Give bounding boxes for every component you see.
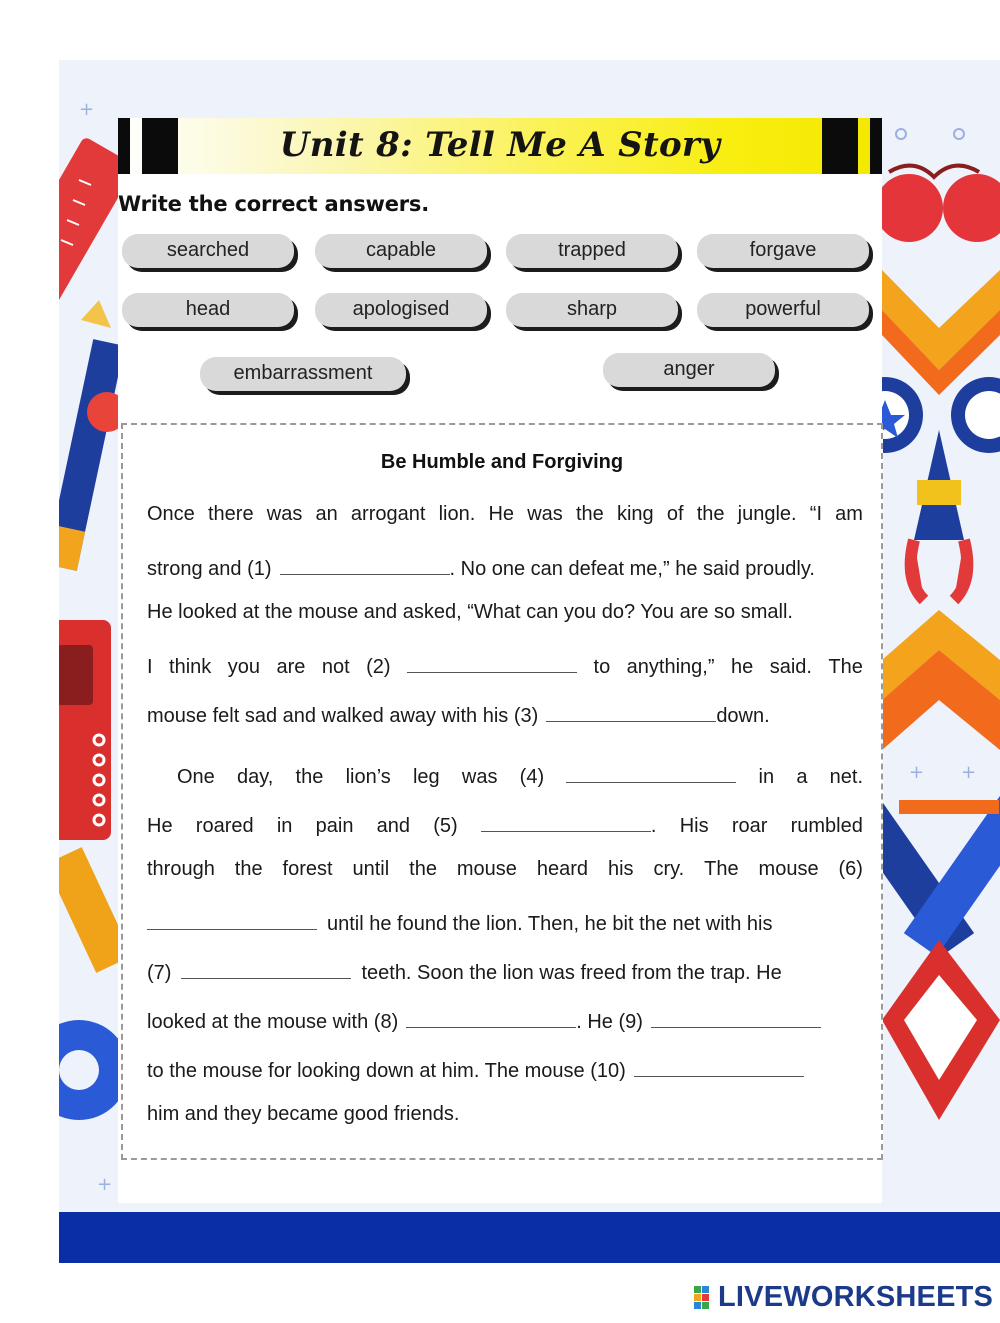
word: the — [696, 503, 725, 525]
brand-name: LIVEWORKSHEETS — [718, 1281, 994, 1313]
instruction-text: Write the correct answers. — [118, 192, 430, 216]
word-chip-head[interactable]: head — [122, 293, 294, 327]
answer-blank-4[interactable] — [566, 760, 736, 783]
word: there — [207, 503, 254, 525]
chevron-pattern-orange — [882, 610, 1000, 750]
word-chip-powerful[interactable]: powerful — [697, 293, 869, 327]
svg-text:+: + — [79, 99, 95, 120]
story-line — [147, 809, 863, 839]
word: the — [575, 503, 604, 525]
page-title: Unit 8: Tell Me A Story — [279, 125, 721, 165]
word: you — [227, 656, 260, 678]
word: roar — [731, 815, 768, 837]
answer-blank-10[interactable] — [634, 1054, 804, 1077]
word: lion’s — [345, 766, 391, 788]
word: the — [295, 766, 324, 788]
word: Once — [147, 503, 195, 525]
text-segment: looked at the mouse with (8) — [147, 1011, 399, 1033]
answer-blank-8[interactable] — [406, 1005, 576, 1028]
word-chip-capable[interactable]: capable — [315, 234, 487, 268]
story-title: Be Humble and Forgiving — [380, 451, 624, 473]
answer-blank-5[interactable] — [481, 809, 651, 832]
svg-text:+: + — [909, 762, 925, 783]
blank-with-period — [481, 809, 657, 838]
word-chip-embarrassment[interactable]: embarrassment — [200, 357, 406, 391]
word: mouse — [456, 858, 517, 880]
text-segment: strong and (1) — [147, 558, 272, 580]
footer-bar — [59, 1212, 1000, 1263]
text-segment: mouse felt sad and walked away with his (3) — [147, 705, 539, 727]
answer-blank-7[interactable] — [181, 956, 351, 979]
word: mouse — [758, 858, 819, 880]
story-line — [147, 503, 863, 533]
word: he — [730, 656, 754, 678]
word: One — [177, 766, 215, 788]
text-segment: to the mouse for looking down at him. The mouse (10) — [147, 1060, 626, 1082]
brand-logo — [694, 1281, 993, 1314]
word-chip-sharp[interactable]: sharp — [506, 293, 678, 327]
story-line — [147, 907, 863, 937]
story-line — [147, 956, 863, 986]
word: king — [616, 503, 654, 525]
answer-blank-1[interactable] — [280, 552, 450, 575]
word: (6) — [838, 858, 863, 880]
word-chip-trapped[interactable]: trapped — [506, 234, 678, 268]
word: (4) — [519, 766, 545, 788]
word-chip-anger[interactable]: anger — [603, 353, 775, 387]
word: think — [169, 656, 212, 678]
svg-text:+: + — [961, 762, 977, 783]
word: The — [828, 656, 863, 678]
word-chip-forgave[interactable]: forgave — [697, 234, 869, 268]
text-segment: teeth. Soon the lion was freed from the trap. He — [361, 962, 782, 984]
word: said. — [769, 656, 812, 678]
story-line — [147, 858, 863, 888]
word: forest — [282, 858, 333, 880]
word: rumbled — [790, 815, 863, 837]
svg-text:+: + — [97, 1174, 113, 1195]
word: to — [593, 656, 611, 678]
word: the — [409, 858, 437, 880]
word: The — [704, 858, 739, 880]
story-line — [177, 760, 863, 790]
word: until — [352, 858, 390, 880]
answer-blank-3[interactable] — [546, 699, 716, 722]
story-line — [147, 1005, 863, 1035]
story-line — [147, 1054, 863, 1084]
word: through — [147, 858, 215, 880]
title-banner — [118, 118, 882, 174]
answer-blank-9[interactable] — [651, 1005, 821, 1028]
story-line — [147, 601, 863, 631]
word: “I — [809, 503, 822, 525]
word: leg — [412, 766, 440, 788]
text-segment: him and they became good friends. — [147, 1103, 460, 1125]
word: was — [527, 503, 563, 525]
word: net. — [829, 766, 863, 788]
chevron-pattern — [882, 270, 1000, 395]
word: was — [461, 766, 498, 788]
notebook-icon — [59, 620, 111, 840]
word: and — [376, 815, 411, 837]
word: heard — [536, 858, 589, 880]
cherries-icon — [875, 166, 1000, 242]
word: pain — [315, 815, 354, 837]
story-line — [147, 1103, 863, 1133]
story-line — [147, 650, 863, 680]
word: am — [835, 503, 863, 525]
answer-blank-2[interactable] — [407, 650, 577, 673]
word: an — [315, 503, 338, 525]
word-chip-apologised[interactable]: apologised — [315, 293, 487, 327]
word: not — [321, 656, 350, 678]
answer-blank-6[interactable] — [147, 907, 317, 930]
rocket-icon — [911, 430, 968, 600]
pencil-icon — [59, 300, 125, 571]
text-segment: down. — [716, 705, 770, 727]
word: (2) — [366, 656, 391, 678]
story-box — [121, 423, 883, 1160]
word: His — [679, 815, 709, 837]
story-line — [147, 552, 863, 582]
word: He — [147, 815, 173, 837]
word: the — [234, 858, 263, 880]
text-segment: He looked at the mouse and asked, “What can you do? You are so small. — [147, 601, 793, 623]
text-segment: . No one can defeat me,” he said proudly. — [449, 558, 815, 580]
word: in — [758, 766, 775, 788]
word: He — [488, 503, 515, 525]
word: his — [607, 858, 634, 880]
word: a — [796, 766, 808, 788]
word-chip-searched[interactable]: searched — [122, 234, 294, 268]
word: . — [650, 815, 657, 837]
word: day, — [237, 766, 274, 788]
word: roared — [195, 815, 254, 837]
story-line — [147, 699, 863, 729]
word: I — [147, 656, 153, 678]
red-kite-icon — [882, 940, 1000, 1120]
word: of — [666, 503, 684, 525]
text-segment: . He (9) — [576, 1011, 643, 1033]
word: jungle. — [737, 503, 797, 525]
word: in — [276, 815, 293, 837]
word: lion. — [438, 503, 476, 525]
word: (5) — [433, 815, 458, 837]
text-segment: (7) — [147, 962, 172, 984]
word: was — [266, 503, 303, 525]
text-segment: until he found the lion. Then, he bit the net with his — [327, 913, 773, 935]
word: anything,” — [626, 656, 715, 678]
word: cry. — [653, 858, 685, 880]
word: are — [276, 656, 306, 678]
word: arrogant — [350, 503, 426, 525]
brand-grid-icon — [694, 1286, 718, 1310]
